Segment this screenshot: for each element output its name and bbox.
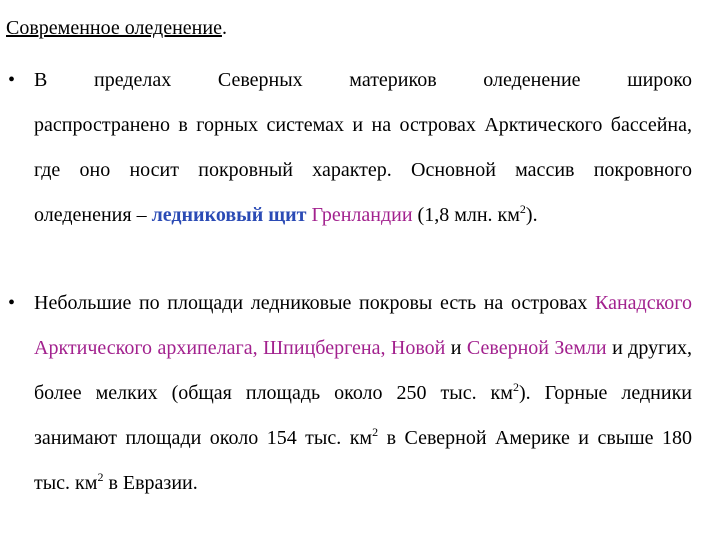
p2-sup-2: 2: [372, 425, 379, 439]
place-greenland: Гренландии: [311, 204, 413, 226]
term-ice-sheet: ледниковый щит: [151, 204, 307, 226]
p1-sup: 2: [519, 202, 526, 216]
p2-text-1: Небольшие по площади ледниковые покровы есть на островах: [34, 292, 588, 314]
p1-text-1: распространено в горных системах и на островах Арктического бассейна, где оно носит покровный характер. Основной массив покровного оледенения –: [34, 114, 692, 226]
paragraph-1-line-1: В пределах Северных материков оледенение широко: [34, 69, 692, 91]
title-text: Современное оледенение: [6, 17, 222, 39]
place-canadian-archipelago: Канадского Арктического архипелага,: [34, 292, 692, 359]
paragraph-2: [34, 281, 692, 506]
slide-title: [6, 14, 227, 42]
place-spitsbergen: Шпицбергена,: [263, 337, 386, 359]
p2-text-4: ). Горные ледники занимают площади около 154 тыс. км: [34, 382, 692, 449]
bullet-2: •: [8, 292, 16, 314]
p2-sup-3: 2: [97, 470, 104, 484]
p2-text-2: и: [450, 337, 462, 359]
place-severnaya-zemlya: Северной Земли: [466, 337, 607, 359]
p2-text-6: в Евразии.: [108, 472, 198, 494]
p2-sup-1: 2: [512, 380, 519, 394]
p2-text-5: в Северной Америке и свыше 180 тыс. км: [34, 427, 693, 494]
p1-text-2: (1,8 млн. км: [417, 204, 520, 226]
place-novaya: Новой: [390, 337, 446, 359]
title-dot: .: [221, 17, 227, 39]
p1-text-3: ).: [525, 204, 538, 226]
bullet-1: •: [8, 69, 16, 91]
paragraph-1: [34, 58, 692, 238]
p2-text-3: и других, более мелких (общая площадь около 250 тыс. км: [34, 337, 693, 404]
